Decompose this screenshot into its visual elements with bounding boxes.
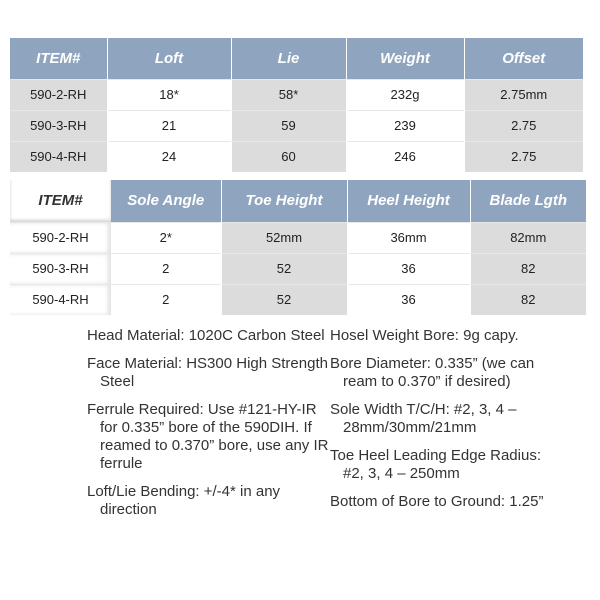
table-cell: 246: [346, 141, 464, 172]
table-cell: 2: [111, 284, 221, 315]
col-header-weight: Weight: [346, 38, 464, 79]
table-row: [10, 110, 583, 141]
note-bore-to-ground: Bottom of Bore to Ground: 1.25”: [330, 493, 544, 510]
col-header-toe-height: Toe Height: [221, 180, 347, 222]
note-ferrule-required: Ferrule Required: Use #121-HY-IR for 0.335” bore of the 590DIH. If reamed to 0.370” bore, use any IR ferrule: [87, 401, 329, 472]
col-header-blade-length: Blade Lgth: [470, 180, 586, 222]
table-cell: 52mm: [221, 222, 347, 253]
note-loft-lie-bending: Loft/Lie Bending: +/-4* in any direction: [87, 483, 281, 518]
table-row: [10, 284, 586, 315]
table-cell: 59: [231, 110, 346, 141]
col-header-heel-height: Heel Height: [347, 180, 470, 222]
table-cell: 36: [347, 284, 470, 315]
table-cell: 18*: [107, 79, 231, 110]
table-cell: 2.75: [464, 141, 583, 172]
specs-table-2: [10, 180, 586, 315]
table-cell: 58*: [231, 79, 346, 110]
table-cell: 21: [107, 110, 231, 141]
table-row: [10, 141, 583, 172]
specs-table-2-header: [10, 180, 586, 222]
note-bore-diameter: Bore Diameter: 0.335” (we can ream to 0.370” if desired): [330, 355, 535, 390]
table-cell: 239: [346, 110, 464, 141]
table-row: [10, 253, 586, 284]
table-cell: 82mm: [470, 222, 586, 253]
note-head-material: Head Material: 1020C Carbon Steel: [87, 327, 325, 344]
table-row: [10, 222, 586, 253]
note-toe-heel-radius: Toe Heel Leading Edge Radius: #2, 3, 4 – 250mm: [330, 447, 541, 482]
col-header-offset: Offset: [464, 38, 583, 79]
col-header-loft: Loft: [107, 38, 231, 79]
table-cell: 2.75: [464, 110, 583, 141]
col-header-item: ITEM#: [10, 180, 111, 222]
table-cell: 60: [231, 141, 346, 172]
specs-table-1: [10, 38, 583, 172]
table-cell: 82: [470, 253, 586, 284]
table-cell: 2*: [111, 222, 221, 253]
table-cell: 590-3-RH: [10, 110, 107, 141]
table-cell: 590-4-RH: [10, 141, 107, 172]
table-cell: 232g: [346, 79, 464, 110]
table-cell: 2.75mm: [464, 79, 583, 110]
table-cell: 52: [221, 284, 347, 315]
table-cell: 590-3-RH: [10, 253, 111, 284]
spec-notes-left: [87, 327, 332, 529]
table-cell: 52: [221, 253, 347, 284]
table-cell: 590-2-RH: [10, 79, 107, 110]
specs-table-1-header: [10, 38, 583, 79]
table-cell: 82: [470, 284, 586, 315]
table-cell: 36mm: [347, 222, 470, 253]
col-header-lie: Lie: [231, 38, 346, 79]
note-hosel-weight-bore: Hosel Weight Bore: 9g capy.: [330, 327, 519, 344]
table-cell: 590-4-RH: [10, 284, 111, 315]
table-row: [10, 79, 583, 110]
note-face-material: Face Material: HS300 High Strength Steel: [87, 355, 328, 390]
table-cell: 24: [107, 141, 231, 172]
table-cell: 36: [347, 253, 470, 284]
note-sole-width: Sole Width T/C/H: #2, 3, 4 – 28mm/30mm/21mm: [330, 401, 517, 436]
col-header-item: ITEM#: [10, 38, 107, 79]
table-cell: 2: [111, 253, 221, 284]
spec-notes-right: [330, 327, 560, 521]
table-cell: 590-2-RH: [10, 222, 111, 253]
col-header-sole-angle: Sole Angle: [111, 180, 221, 222]
